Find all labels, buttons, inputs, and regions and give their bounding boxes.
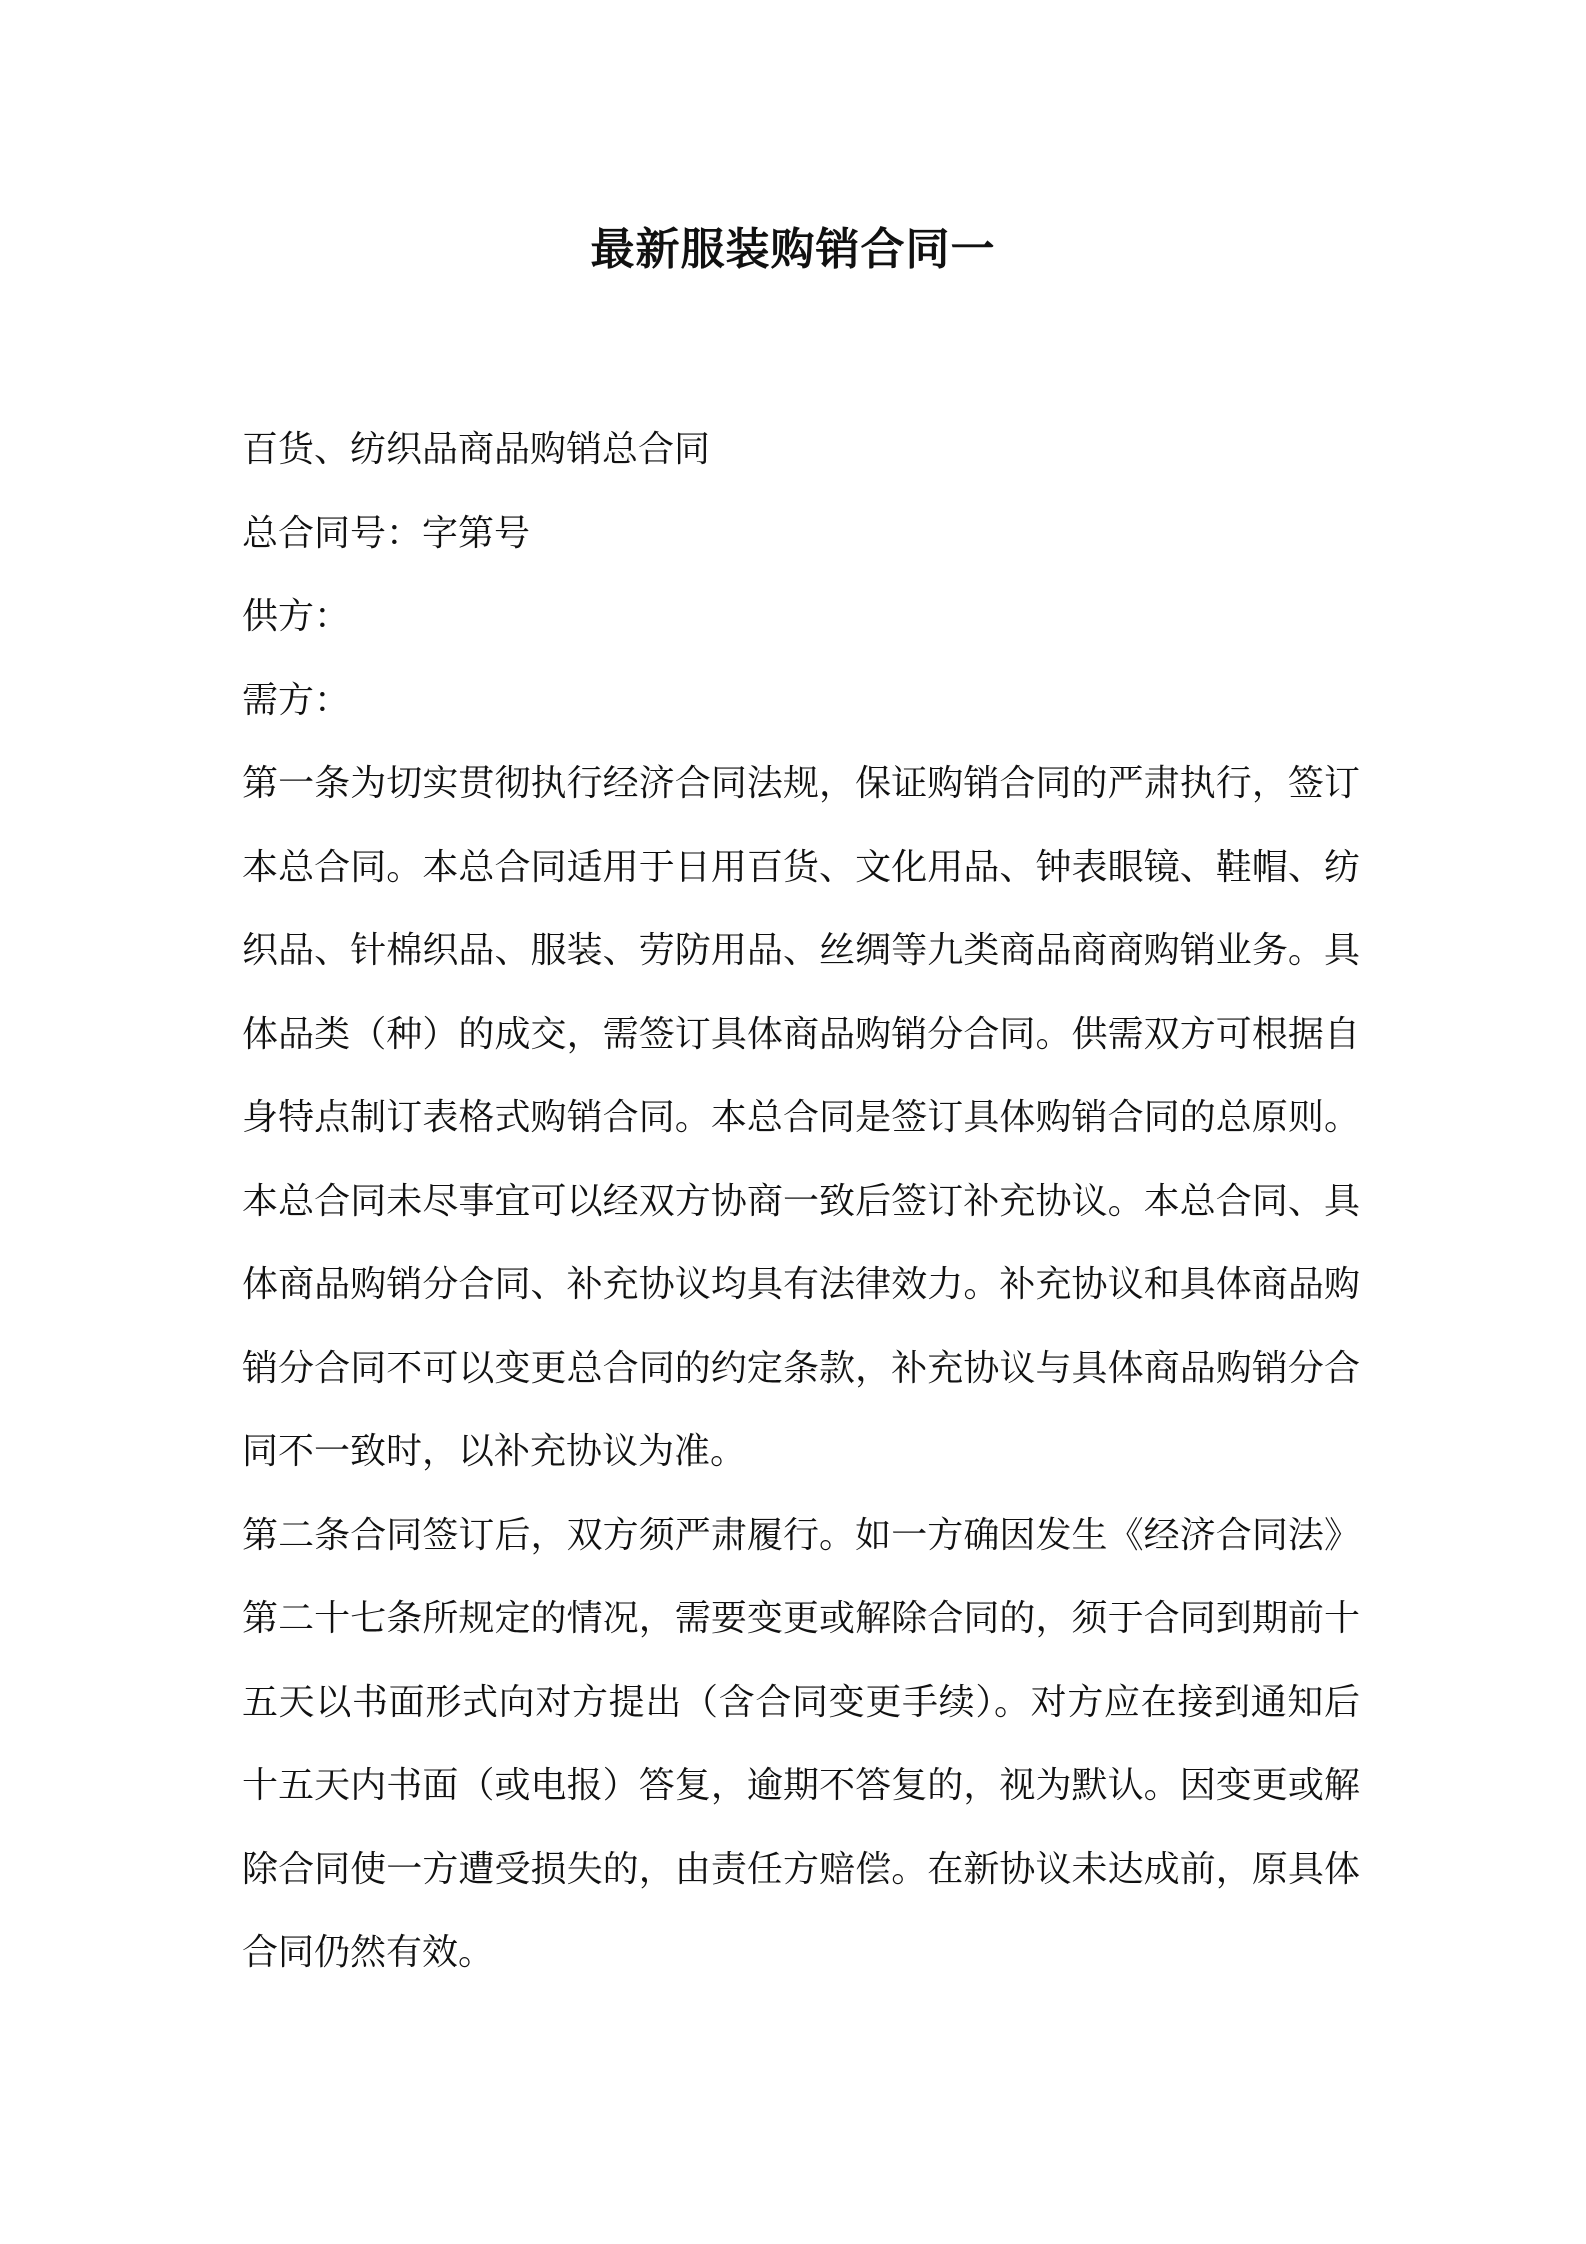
contract-heading: 百货、纺织品商品购销总合同 [242,429,711,470]
document-body [242,408,1360,1995]
buyer-label: 需方： [242,679,351,721]
document-title: 最新服装购销合同一 [590,224,996,275]
article-1: 第一条为切实贯彻执行经济合同法规，保证购销合同的严肃执行，签订本总合同。本总合同适用于日用百货、文化用品、钟表眼镜、鞋帽、纺织品、针棉织品、服装、劳防用品、丝绸等九类商品商商购销业务。具体品类（种）的成交，需签订具体商品购销分合同。供需双方可根据自身特点制订表格式购销合同。本总合同是签订具体购销合同的总原则。本总合同未尽事宜可以经双方协商一致后签订补充协议。本总合同、具体商品购销分合同、补充协议均具有法律效力。补充协议和具体商品购销分合同不可以变更总合同的约定条款，补充协议与具体商品购销分合同不一致时，以补充协议为准。 [242,763,1360,1472]
contract-number: 总合同号：字第号 [242,512,531,554]
supplier-label: 供方： [242,596,351,637]
article-2: 第二条合同签订后，双方须严肃履行。如一方确因发生《经济合同法》第二十七条所规定的情况，需要变更或解除合同的，须于合同到期前十五天以书面形式向对方提出（含合同变更手续）。对方应在接到通知后十五天内书面（或电报）答复，逾期不答复的，视为默认。因变更或解除合同使一方遭受损失的，由责任方赔偿。在新协议未达成前，原具体合同仍然有效。 [242,1514,1360,1973]
